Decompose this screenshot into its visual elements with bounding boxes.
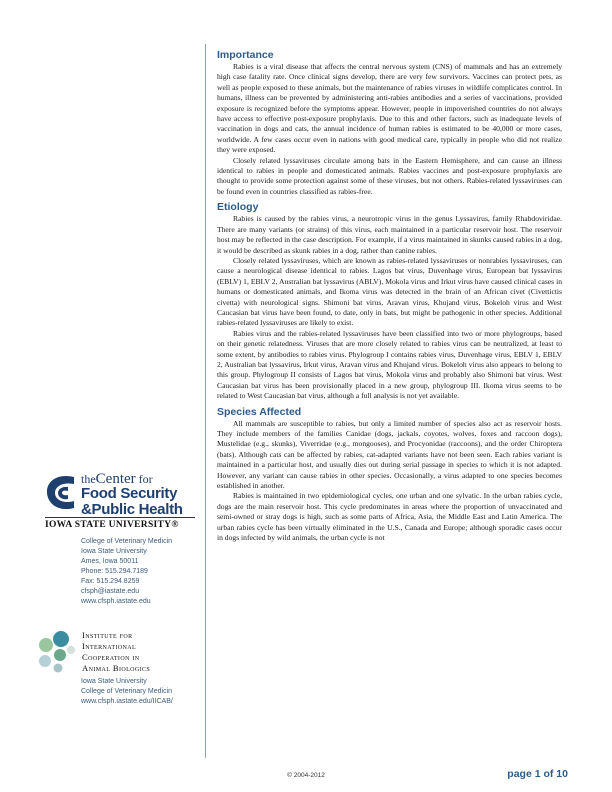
cfsph-line3: &Public Health [81, 501, 183, 518]
section-heading-etiology: Etiology [217, 201, 259, 214]
cfsph-the: the [81, 472, 96, 486]
section-heading-species-affected: Species Affected [217, 405, 302, 418]
iicab-website-link[interactable]: www.cfsph.iastate.edu/IICAB/ [81, 698, 173, 705]
cfsph-for: for [138, 472, 153, 486]
cfsph-contact [81, 537, 206, 607]
iicab-line: International [82, 641, 137, 651]
contact-line: Iowa State University [81, 548, 147, 555]
iicab-contact [81, 677, 206, 707]
contact-email[interactable]: cfsph@iastate.edu [81, 588, 140, 595]
isu-wordmark: IOWA STATE UNIVERSITY® [45, 517, 195, 530]
cfsph-line2: Food Security [81, 485, 178, 502]
cfsph-center: Center [95, 471, 136, 487]
paragraph: Rabies virus and the rabies-related lyssaviruses have been classified into two or more phylogroups, based on their genetic relatedness. Viruses that are more closely related to rabies virus can be neutralized, at least to some extent, by antibodies to rabies virus. Phylogroup I contains rabies virus, Duvenhage virus, EBLV 1, EBLV 2, Australian bat lyssavirus, Irkut virus, Aravan virus and Khujand virus. Bokeloh virus also appears to belong to this group. Phylogroup II consists of Lagos bat virus, Mokola virus and probably also Shimoni bat virus. West Caucasian bat virus has been provisionally placed in a new group, phylogroup III. Ikoma virus seems to be related to West Caucasian bat virus, although a full analysis is not yet available. [217, 328, 562, 401]
page-number: page 1 of 10 [507, 768, 568, 780]
contact-line: Iowa State University [81, 678, 147, 685]
cfsph-logo-icon [44, 473, 78, 513]
main-content [217, 48, 562, 543]
paragraph: Closely related lyssaviruses circulate among bats in the Eastern Hemisphere, and can cause an illness identical to rabies in people and domesticated animals. Rabies vaccines and post-exposure prophylaxis are thought to provide some protection against some of these viruses, but not others. Rabies-related lyssaviruses can be found even in countries classified as rabies-free. [217, 155, 562, 196]
paragraph: Rabies is maintained in two epidemiological cycles, one urban and one sylvatic. In the urban rabies cycle, dogs are the main reservoir host. This cycle predominates in areas where the proportion of unvaccinated and semi-owned or stray dogs is high, such as some parts of Africa, Asia, the Middle East and Latin America. The urban rabies cycle has been virtually eliminated in the U.S., Canada and Europe; although sporadic cases occur in dogs infected by wild animals, the urban cycle is not [217, 491, 562, 543]
sidebar [0, 0, 226, 792]
contact-line: College of Veterinary Medicin [81, 688, 173, 695]
contact-line: College of Veterinary Medicin [81, 538, 173, 545]
contact-line: Phone: 515.294.7189 [81, 568, 148, 575]
paragraph: Closely related lyssaviruses, which are known as rabies-related lyssaviruses or nonrabies lyssaviruses, can cause a neurological disease identical to rabies. Lagos bat virus, Duvenhage virus, European bat lyssavirus (EBLV) 1, EBLV 2, Australian bat lyssavirus (ABLV), Mokola virus and Irkut virus have caused clinical cases in humans or domesticated animals, and Ikoma virus was detected in the brain of an African civet (Civettictis civetta) with neurological signs. Shimoni bat virus, Aravan virus, Khujand virus, Bokeloh virus and West Caucasian bat virus have been found, to date, only in bats, but might be pathogenic in other species. Additional rabies-related lyssaviruses are likely to exist. [217, 255, 562, 328]
contact-line: Fax: 515.294.8259 [81, 578, 140, 585]
paragraph: All mammals are susceptible to rabies, but only a limited number of species also act as reservoir hosts. They include members of the families Canidae (dogs, jackals, coyotes, wolves, foxes and raccoon dogs), Mustelidae (e.g., skunks), Viverridae (e.g., mongooses), and Procyonidae (raccoons), and the order Chiroptera (bats). Although cats can be affected by rabies, cat-adapted variants have not been seen. Each rabies variant is maintained in a particular host, and usually dies out during serial passage in species to which it is not adapted. However, any variant can cause rabies in other species. Occasionally, a virus adapted to one species becomes established in another. [217, 418, 562, 491]
iicab-line: Cooperation in [82, 652, 140, 662]
iicab-line: Institute for [82, 630, 133, 640]
contact-website-link[interactable]: www.cfsph.iastate.edu [81, 598, 151, 605]
contact-line: Ames, Iowa 50011 [81, 558, 139, 565]
section-heading-importance: Importance [217, 49, 274, 61]
iicab-line: Animal Biologics [82, 663, 151, 673]
iicab-logo-icon [33, 628, 77, 674]
iicab-wordmark [82, 630, 150, 674]
column-divider [205, 44, 206, 758]
paragraph: Rabies is caused by the rabies virus, a neurotropic virus in the genus Lyssavirus, family Rhabdoviridae. There are many variants (or strains) of this virus, each maintained in a particular reservoir host. The reservoir host may be reflected in the case description. For example, if a virus maintained in skunks caused rabies in a dog, it would be described as skunk rabies in a dog, rather than canine rabies. [217, 214, 562, 255]
paragraph: Rabies is a viral disease that affects the central nervous system (CNS) of mammals and has an extremely high case fatality rate. Once clinical signs develop, there are very few survivors. Vaccines can protect pets, as well as people exposed to these animals, but the maintenance of rabies viruses in wildlife complicates control. In humans, illness can be prevented by administering anti-rabies antibodies and a series of vaccinations, provided exposure is recognized before the symptoms appear. However, people in impoverished countries do not always have access to effective post-exposure prophylaxis. Due to this and other factors, such as inadequate levels of vaccination in dogs and cats, the annual incidence of human rabies is estimated to be 40,000 or more cases, worldwide. A few cases occur even in nations with good medical care, typically in people who did not realize they were exposed. [217, 62, 562, 155]
cfsph-wordmark [81, 473, 183, 518]
copyright: © 2004-2012 [287, 772, 325, 779]
